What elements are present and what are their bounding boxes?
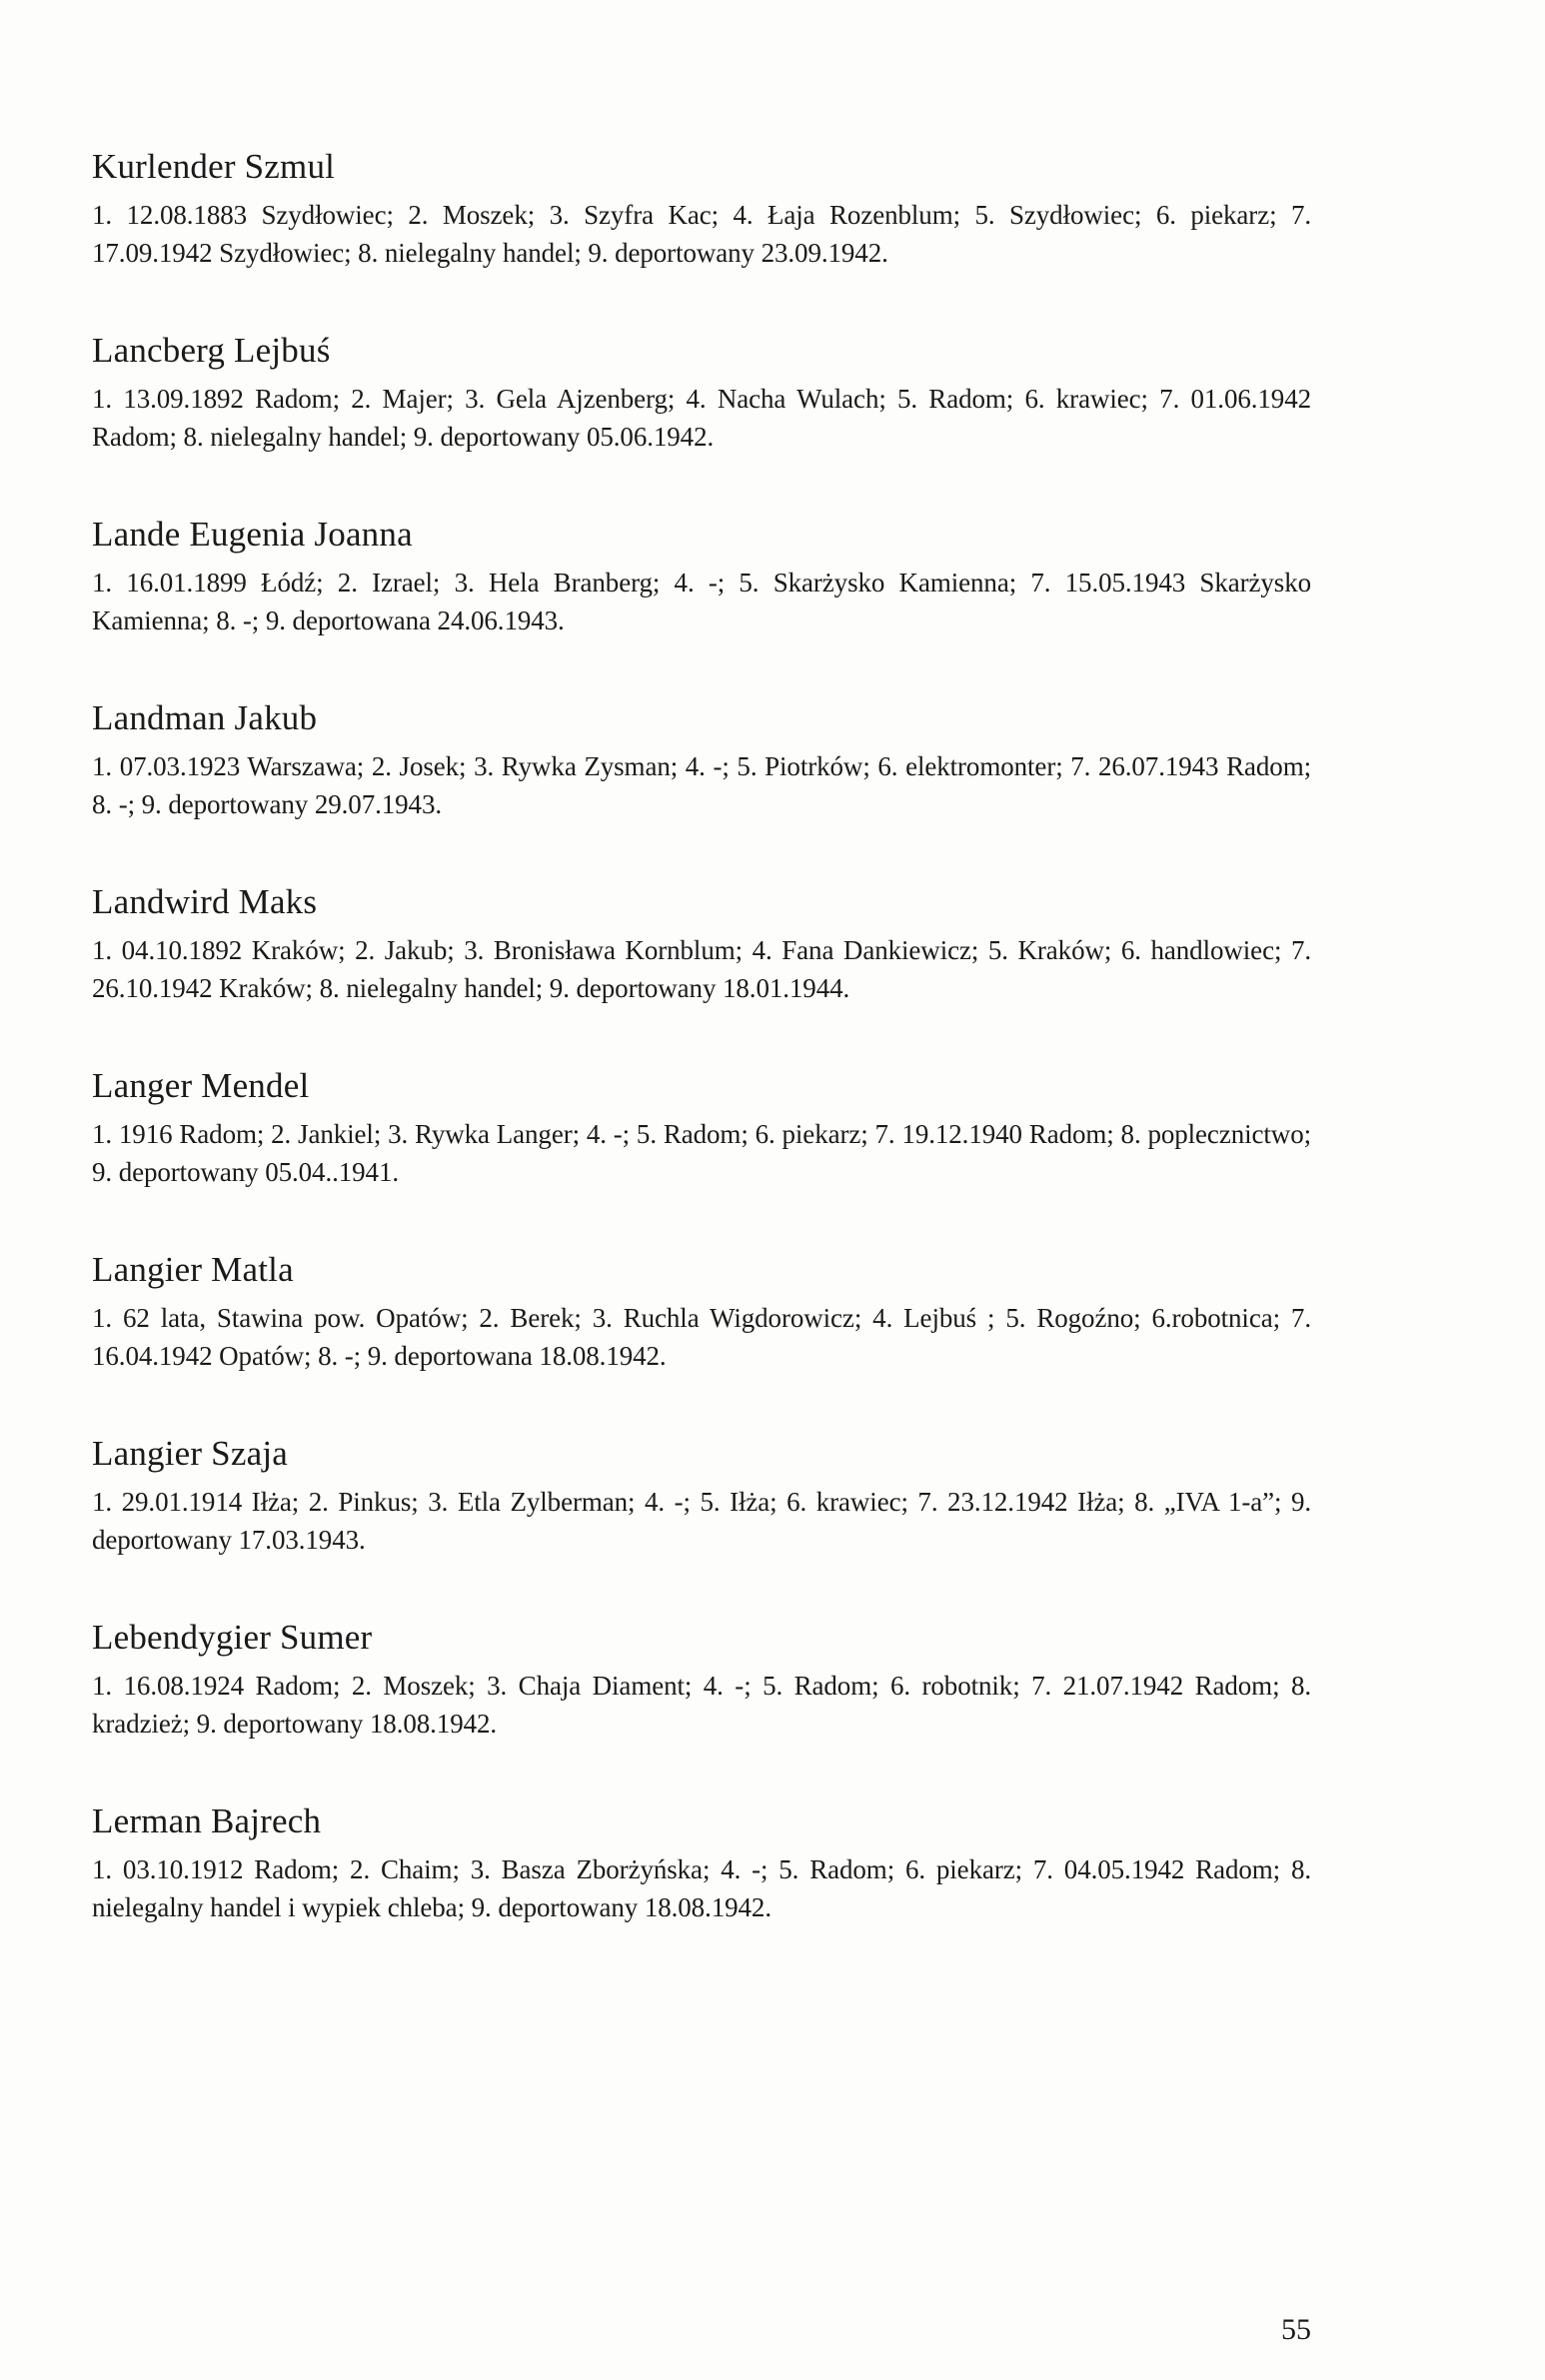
entries-list	[92, 146, 1311, 1984]
entry	[92, 697, 1311, 823]
entry-name: Langer Mendel	[92, 1066, 310, 1105]
entry	[92, 330, 1311, 456]
entry-name: Lande Eugenia Joanna	[92, 515, 413, 554]
entry	[92, 1065, 1311, 1191]
entry	[92, 146, 1311, 272]
entry	[92, 881, 1311, 1007]
entry-name: Landwird Maks	[92, 882, 318, 921]
entry	[92, 1617, 1311, 1743]
entry-text: 1. 04.10.1892 Kraków; 2. Jakub; 3. Bronisława Kornblum; 4. Fana Dankiewicz; 5. Kraków; 6. handlowiec; 7. 26.10.1942 Kraków; 8. nielegalny handel; 9. deportowany 18.01.1944.	[92, 935, 1311, 1003]
entry-name: Langier Matla	[92, 1250, 294, 1289]
entry	[92, 1800, 1311, 1926]
entry-text: 1. 16.08.1924 Radom; 2. Moszek; 3. Chaja Diament; 4. -; 5. Radom; 6. robotnik; 7. 21.07.1942 Radom; 8. kradzież; 9. deportowany 18.08.1942.	[92, 1671, 1311, 1739]
page-number: 55	[1281, 2313, 1311, 2346]
entry-name: Lebendygier Sumer	[92, 1618, 373, 1657]
entry-text: 1. 1916 Radom; 2. Jankiel; 3. Rywka Langer; 4. -; 5. Radom; 6. piekarz; 7. 19.12.1940 Radom; 8. poplecznictwo; 9. deportowany 05.04..1941.	[92, 1119, 1311, 1187]
entry	[92, 514, 1311, 639]
entry-text: 1. 29.01.1914 Iłża; 2. Pinkus; 3. Etla Zylberman; 4. -; 5. Iłża; 6. krawiec; 7. 23.12.1942 Iłża; 8. „IVA 1-a”; 9. deportowany 17.03.1943.	[92, 1487, 1311, 1555]
entry-text: 1. 12.08.1883 Szydłowiec; 2. Moszek; 3. Szyfra Kac; 4. Łaja Rozenblum; 5. Szydłowiec; 6. piekarz; 7. 17.09.1942 Szydłowiec; 8. nielegalny handel; 9. deportowany 23.09.1942.	[92, 200, 1311, 268]
entry-text: 1. 07.03.1923 Warszawa; 2. Josek; 3. Rywka Zysman; 4. -; 5. Piotrków; 6. elektromonter; 7. 26.07.1943 Radom; 8. -; 9. deportowany 29.07.1943.	[92, 751, 1311, 819]
entry-text: 1. 62 lata, Stawina pow. Opatów; 2. Berek; 3. Ruchla Wigdorowicz; 4. Lejbuś ; 5. Rogoźno; 6.robotnica; 7. 16.04.1942 Opatów; 8. -; 9. deportowana 18.08.1942.	[92, 1303, 1311, 1371]
entry-text: 1. 16.01.1899 Łódź; 2. Izrael; 3. Hela Branberg; 4. -; 5. Skarżysko Kamienna; 7. 15.05.1943 Skarżysko Kamienna; 8. -; 9. deportowana 24.06.1943.	[92, 568, 1311, 635]
entry-name: Langier Szaja	[92, 1434, 288, 1473]
entry	[92, 1433, 1311, 1559]
entry-text: 1. 03.10.1912 Radom; 2. Chaim; 3. Basza Zborżyńska; 4. -; 5. Radom; 6. piekarz; 7. 04.05.1942 Radom; 8. nielegalny handel i wypiek chleba; 9. deportowany 18.08.1942.	[92, 1854, 1311, 1922]
entry-text: 1. 13.09.1892 Radom; 2. Majer; 3. Gela Ajzenberg; 4. Nacha Wulach; 5. Radom; 6. krawiec; 7. 01.06.1942 Radom; 8. nielegalny handel; 9. deportowany 05.06.1942.	[92, 384, 1311, 452]
entry-name: Landman Jakub	[92, 698, 318, 737]
entry	[92, 1249, 1311, 1375]
entry-name: Kurlender Szmul	[92, 147, 336, 186]
entry-name: Lancberg Lejbuś	[92, 331, 331, 370]
entry-name: Lerman Bajrech	[92, 1801, 322, 1840]
